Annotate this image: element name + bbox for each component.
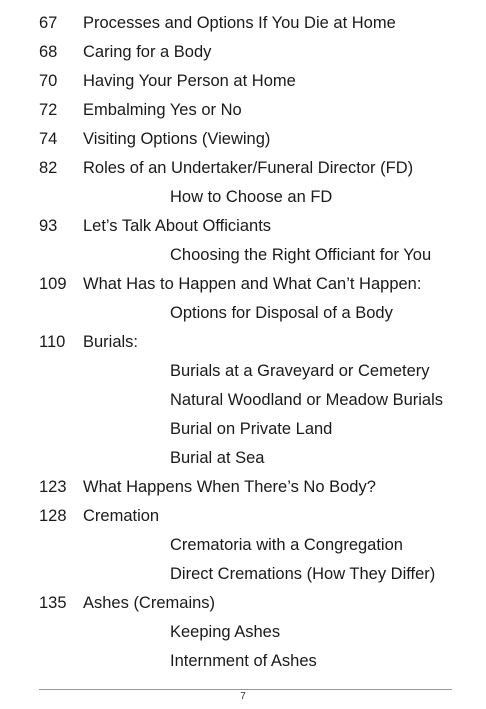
- toc-entry-title: Roles of an Undertaker/Funeral Director (FD): [83, 159, 414, 177]
- toc-subentry: [0, 531, 486, 560]
- toc-subentry: [0, 183, 486, 212]
- toc-entry-title: Burial on Private Land: [170, 420, 333, 438]
- toc-entry: [0, 473, 486, 502]
- toc-entry-title: Burials at a Graveyard or Cemetery: [170, 362, 430, 380]
- toc-entry-title: Cremation: [83, 507, 160, 525]
- toc-page-number: 93: [39, 217, 58, 235]
- toc-page-number: 82: [39, 159, 58, 177]
- toc-subentry: [0, 618, 486, 647]
- toc-entry-title: Processes and Options If You Die at Home: [83, 14, 396, 32]
- toc-entry: [0, 212, 486, 241]
- toc-entry: [0, 270, 486, 299]
- toc-page-number: 109: [39, 275, 67, 293]
- toc-entry-title: Having Your Person at Home: [83, 72, 296, 90]
- toc-page-number: 70: [39, 72, 58, 90]
- toc-page-number: 110: [39, 333, 66, 351]
- toc-entry: [0, 154, 486, 183]
- toc-page-number: 67: [39, 14, 58, 32]
- toc-page-number: 135: [39, 594, 67, 612]
- toc-entry: [0, 589, 486, 618]
- toc-entry: [0, 502, 486, 531]
- toc-subentry: [0, 357, 486, 386]
- toc-entry: [0, 38, 486, 67]
- toc-entry-title: Caring for a Body: [83, 43, 212, 61]
- toc-entry-title: What Has to Happen and What Can’t Happen:: [83, 275, 422, 293]
- toc-subentry: [0, 241, 486, 270]
- toc-entry-title: Let’s Talk About Officiants: [83, 217, 272, 235]
- toc-page-number: 72: [39, 101, 58, 119]
- toc-entry-title: What Happens When There’s No Body?: [83, 478, 376, 496]
- toc-entry-title: Burials:: [83, 333, 139, 351]
- toc-entry-title: Burial at Sea: [170, 449, 265, 467]
- toc-entry-title: Natural Woodland or Meadow Burials: [170, 391, 443, 409]
- toc-entry: [0, 328, 486, 357]
- toc-subentry: [0, 299, 486, 328]
- toc-entry-title: Ashes (Cremains): [83, 594, 216, 612]
- toc-entry-title: Crematoria with a Congregation: [170, 536, 403, 554]
- footer-divider: [39, 689, 452, 690]
- toc-entry: [0, 96, 486, 125]
- toc-entry: [0, 125, 486, 154]
- toc-entry-title: Embalming Yes or No: [83, 101, 242, 119]
- page-number: 7: [240, 691, 246, 702]
- toc-page-number: 123: [39, 478, 67, 496]
- toc-page-number: 68: [39, 43, 58, 61]
- toc-subentry: [0, 444, 486, 473]
- toc-entry-title: Keeping Ashes: [170, 623, 281, 641]
- toc-page-number: 74: [39, 130, 58, 148]
- toc-entry-title: Direct Cremations (How They Differ): [170, 565, 436, 583]
- toc-entry: [0, 67, 486, 96]
- toc-entry-title: Options for Disposal of a Body: [170, 304, 393, 322]
- toc-subentry: [0, 386, 486, 415]
- toc-entry-title: Visiting Options (Viewing): [83, 130, 271, 148]
- toc-entry-title: Choosing the Right Officiant for You: [170, 246, 432, 264]
- toc-entry-title: How to Choose an FD: [170, 188, 333, 206]
- toc-subentry: [0, 560, 486, 589]
- toc-entry: [0, 9, 486, 38]
- toc-entry-title: Internment of Ashes: [170, 652, 317, 670]
- table-of-contents: [0, 9, 486, 676]
- toc-page-number: 128: [39, 507, 67, 525]
- toc-subentry: [0, 415, 486, 444]
- toc-subentry: [0, 647, 486, 676]
